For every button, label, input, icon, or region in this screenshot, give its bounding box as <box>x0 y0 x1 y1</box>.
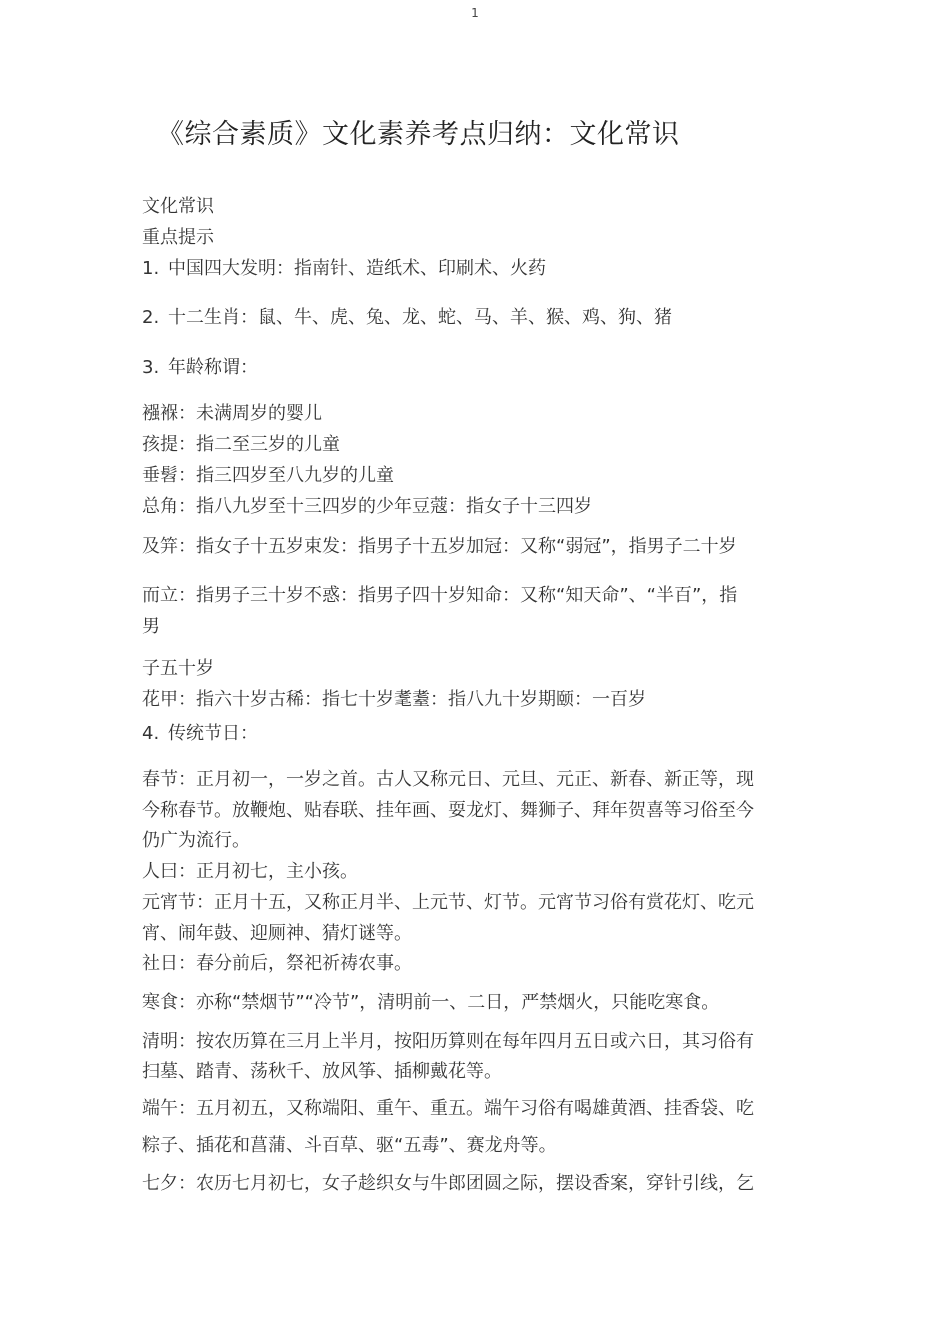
text-line: 及笄：指女子十五岁束发：指男子十五岁加冠：又称“弱冠”，指男子二十岁 <box>142 536 737 557</box>
list-number: 4. <box>142 723 160 744</box>
text-line: 总角：指八九岁至十三四岁的少年豆蔻：指女子十三四岁 <box>142 496 592 517</box>
list-item: 2. 十二生肖：鼠、牛、虎、兔、龙、蛇、马、羊、猴、鸡、狗、猪 <box>142 307 672 328</box>
text-line: 清明：按农历算在三月上半月，按阳历算则在每年四月五日或六日，其习俗有 <box>142 1031 754 1052</box>
text-line: 今称春节。放鞭炮、贴春联、挂年画、耍龙灯、舞狮子、拜年贺喜等习俗至今 <box>142 800 754 821</box>
text-line: 宵、闹年鼓、迎厕神、猜灯谜等。 <box>142 923 412 944</box>
list-item: 3. 年龄称谓： <box>142 357 258 378</box>
list-item: 1. 中国四大发明：指南针、造纸术、印刷术、火药 <box>142 258 546 279</box>
text-line: 重点提示 <box>142 227 214 248</box>
text-line: 社日：春分前后，祭祀祈祷农事。 <box>142 953 412 974</box>
text-line: 孩提：指二至三岁的儿童 <box>142 434 340 455</box>
page-number: 1 <box>471 6 479 20</box>
list-number: 3. <box>142 357 160 378</box>
text-line: 男 <box>142 616 160 637</box>
text-line: 寒食：亦称“禁烟节”“冷节”，清明前一、二日，严禁烟火，只能吃寒食。 <box>142 992 720 1013</box>
document-title: 《综合素质》文化素养考点归纳：文化常识 <box>157 119 680 150</box>
text-line: 春节：正月初一，一岁之首。古人又称元日、元旦、元正、新春、新正等，现 <box>142 769 754 790</box>
text-line: 子五十岁 <box>142 658 214 679</box>
text-line: 而立：指男子三十岁不惑：指男子四十岁知命：又称“知天命”、“半百”，指 <box>142 585 738 606</box>
text-line: 文化常识 <box>142 196 214 217</box>
text-line: 粽子、插花和菖蒲、斗百草、驱“五毒”、赛龙舟等。 <box>142 1135 557 1156</box>
text-line: 花甲：指六十岁古稀：指七十岁耄耋：指八九十岁期颐：一百岁 <box>142 689 646 710</box>
list-number: 1. <box>142 258 160 279</box>
text-line: 襁褓：未满周岁的婴儿 <box>142 403 322 424</box>
text-line: 垂髫：指三四岁至八九岁的儿童 <box>142 465 394 486</box>
text-line: 扫墓、踏青、荡秋千、放风筝、插柳戴花等。 <box>142 1061 502 1082</box>
text-line: 人曰：正月初七，主小孩。 <box>142 861 358 882</box>
text-line: 端午：五月初五，又称端阳、重午、重五。端午习俗有喝雄黄酒、挂香袋、吃 <box>142 1098 754 1119</box>
text-line: 七夕：农历七月初七，女子趁织女与牛郎团圆之际，摆设香案，穿针引线，乞 <box>142 1173 754 1194</box>
list-number: 2. <box>142 307 160 328</box>
text-line: 元宵节：正月十五，又称正月半、上元节、灯节。元宵节习俗有赏花灯、吃元 <box>142 892 754 913</box>
text-line: 仍广为流行。 <box>142 830 250 851</box>
list-item: 4. 传统节日： <box>142 723 258 744</box>
